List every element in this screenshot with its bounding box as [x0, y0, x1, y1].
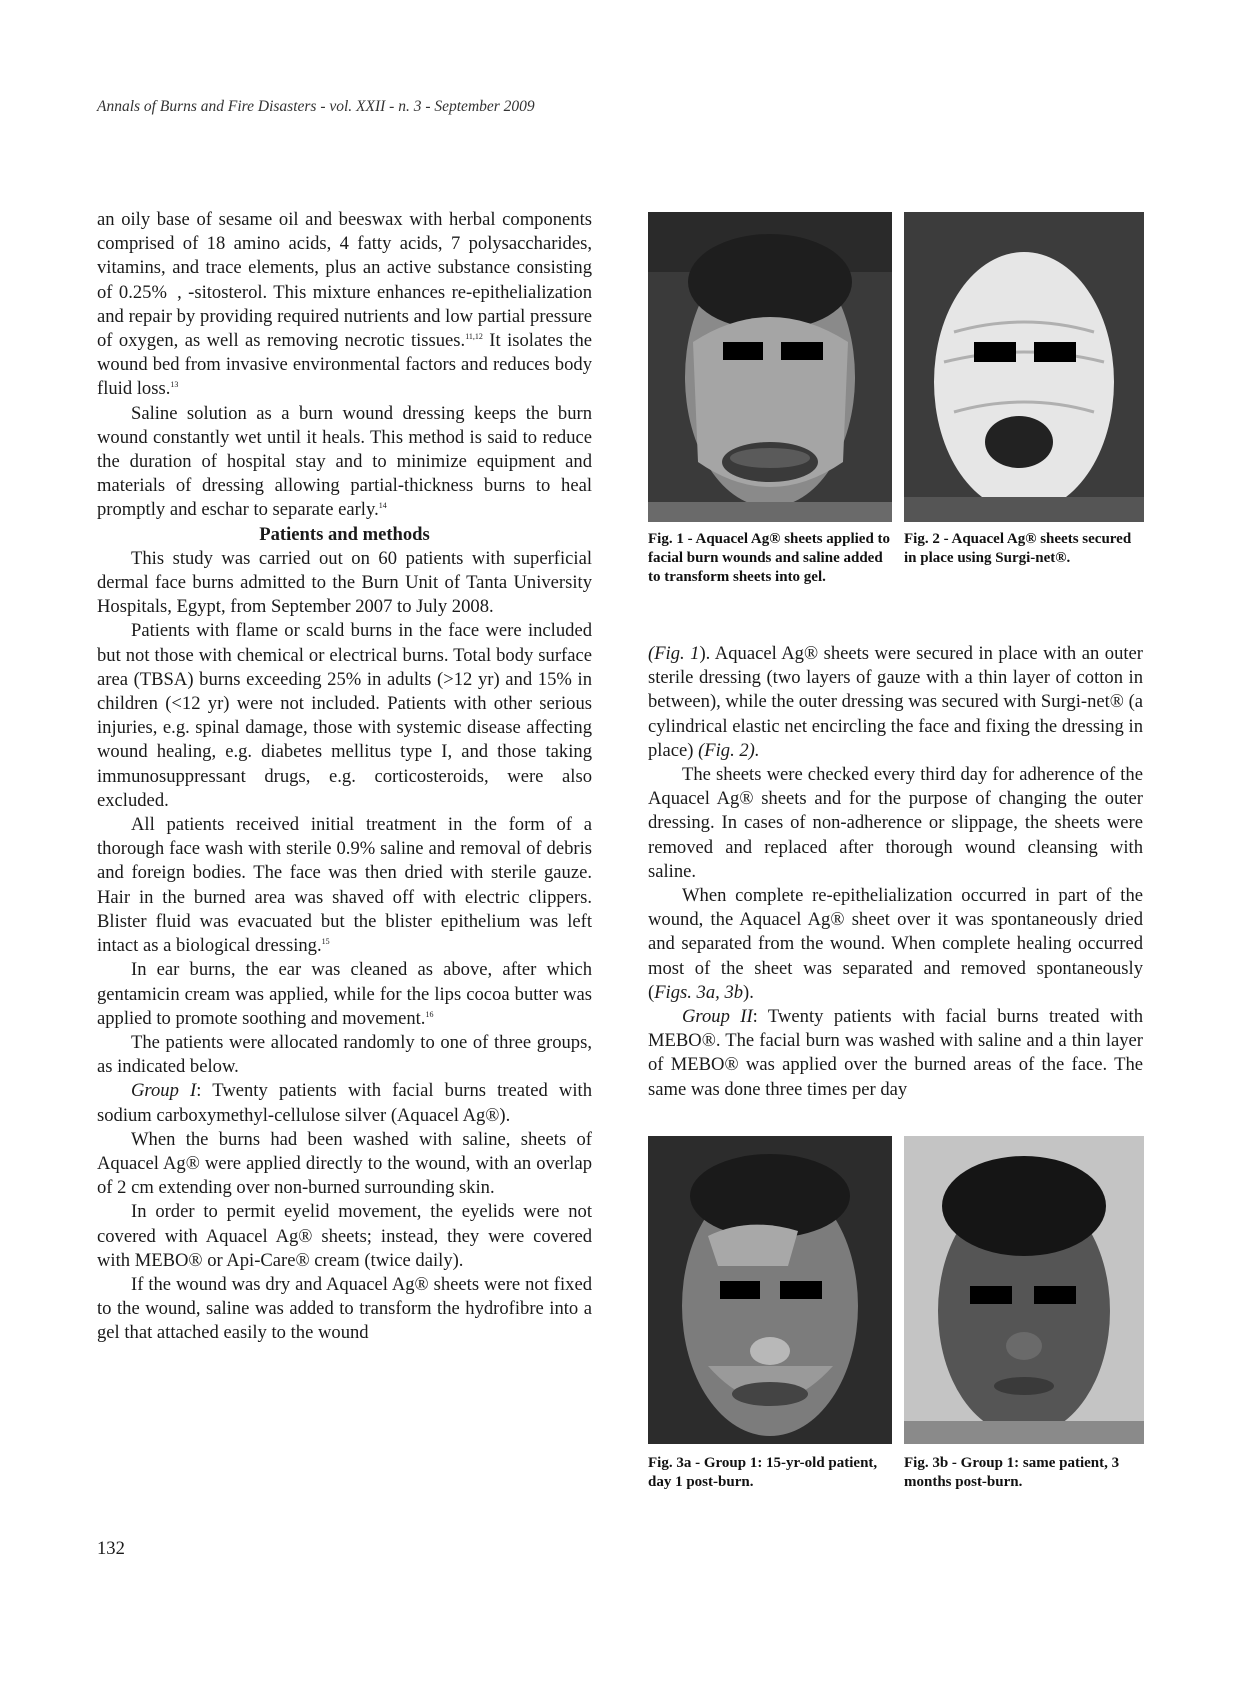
paragraph: All patients received initial treatment in the form of a thorough face wash with sterile 0.9% saline and removal of debris and foreign bodies. The face was then dried with sterile gauze. Hair in the burned area was shaved off with electric clippers. Blister fluid was evacuated but the blister epithelium was left intact as a biological dressing.$^{15}$: [97, 814, 592, 957]
paragraph: Group II: Twenty patients with facial burns treated with MEBO®. The facial burn was washed with saline and a thin layer of MEBO® was applied over the burned areas of the face. The same was done three times per day: [648, 1006, 1143, 1100]
figure-3a-caption: Fig. 3a - Group 1: 15-yr-old patient, day 1 post-burn.: [648, 1455, 878, 1490]
figure-3b-caption: Fig. 3b - Group 1: same patient, 3 months post-burn.: [904, 1455, 1120, 1490]
paragraph: In ear burns, the ear was cleaned as above, after which gentamicin cream was applied, while for the lips cocoa butter was applied to promote soothing and movement.$^{16}$: [97, 959, 592, 1029]
figure-3a-photo: [648, 1136, 892, 1444]
paragraph: This study was carried out on 60 patients with superficial dermal face burns admitted to the Burn Unit of Tanta University Hospitals, Egypt, from September 2007 to July 2008.: [97, 547, 592, 618]
reference: 16: [425, 1009, 434, 1019]
paragraph: In order to permit eyelid movement, the eyelids were not covered with Aquacel Ag® sheets; instead, they were covered with MEBO® or Api-Care® cream (twice daily).: [97, 1201, 592, 1271]
figure-1-caption: Fig. 1 - Aquacel Ag® sheets applied to facial burn wounds and saline added to transform sheets into gel.: [648, 531, 891, 585]
left-column: [97, 208, 592, 1346]
figure-1-photo: [648, 212, 892, 522]
paragraph: (Fig. 1). Aquacel Ag® sheets were secured in place with an outer sterile dressing (two layers of gauze with a thin layer of cotton in between), while the outer dressing was secured with Surgi-net® (a cylindrical elastic net encircling the face and fixing the dressing in place) (Fig. 2).: [648, 643, 1144, 761]
paragraph: Saline solution as a burn wound dressing keeps the burn wound constantly wet until it heals. This method is said to reduce the duration of hospital stay and to minimize equipment and materials of dressing allowing partial-thickness burns to heal promptly and eschar to separate early.$^{14}$: [97, 402, 592, 521]
reference: 13: [170, 380, 179, 390]
paragraph: an oily base of sesame oil and beeswax with herbal components comprised of 18 amino acids, 4 fatty acids, 7 polysaccharides, vitamins, and trace elements, plus an active substance consisting of 0.25% , -sitosterol. This mixture enhances re-epithelialization and repair by providing required nutrients and low partial pressure of oxygen, as well as removing necrotic tissues.$^{11,12}$ It isolates the wound bed from invasive environmental factors and reduces body fluid loss.$^{13}$: [97, 209, 592, 400]
paragraph: Patients with flame or scald burns in the face were included but not those with chemical or electrical burns. Total body surface area (TBSA) burns exceeding 25% in adults (>12 yr) and 15% in children (<12 yr) were not included. Patients with other serious injuries, e.g. spinal damage, those with systemic disease affecting wound healing, e.g. diabetes mellitus type I, and those taking immunosuppressant drugs, e.g. corticosteroids, were also excluded.: [97, 620, 592, 811]
page-number: 132: [97, 1538, 125, 1559]
paragraph: When the burns had been washed with saline, sheets of Aquacel Ag® were applied directly to the wound, with an overlap of 2 cm extending over non-burned surrounding skin.: [97, 1128, 592, 1199]
right-column: [648, 642, 1143, 1102]
figure-2-photo: [904, 212, 1144, 522]
paragraph: Group I: Twenty patients with facial burns treated with sodium carboxymethyl-cellulose silver (Aquacel Ag®).: [97, 1080, 592, 1126]
paragraph: If the wound was dry and Aquacel Ag® sheets were not fixed to the wound, saline was added to transform the hydrofibre into a gel that attached easily to the wound: [97, 1273, 592, 1344]
reference: 14: [378, 501, 387, 511]
paragraph: When complete re-epithelialization occurred in part of the wound, the Aquacel Ag® sheet over it was spontaneously dried and separated from the wound. When complete healing occurred most of the sheet was separated and removed spontaneously (Figs. 3a, 3b).: [648, 885, 1143, 1003]
section-heading: Patients and methods: [259, 523, 430, 545]
paragraph: The patients were allocated randomly to one of three groups, as indicated below.: [97, 1031, 592, 1078]
figure-3b-photo: [904, 1136, 1144, 1444]
reference: 15: [321, 936, 330, 946]
figure-2-caption: Fig. 2 - Aquacel Ag® sheets secured in place using Surgi-net®.: [904, 531, 1132, 566]
paragraph: The sheets were checked every third day for adherence of the Aquacel Ag® sheets and for the purpose of changing the outer dressing. In cases of non-adherence or slippage, the sheets were removed and replaced after thorough wound cleansing with saline.: [648, 764, 1143, 882]
reference: 11,12: [465, 331, 483, 341]
running-head: Annals of Burns and Fire Disasters - vol. XXII - n. 3 - September 2009: [97, 98, 535, 115]
